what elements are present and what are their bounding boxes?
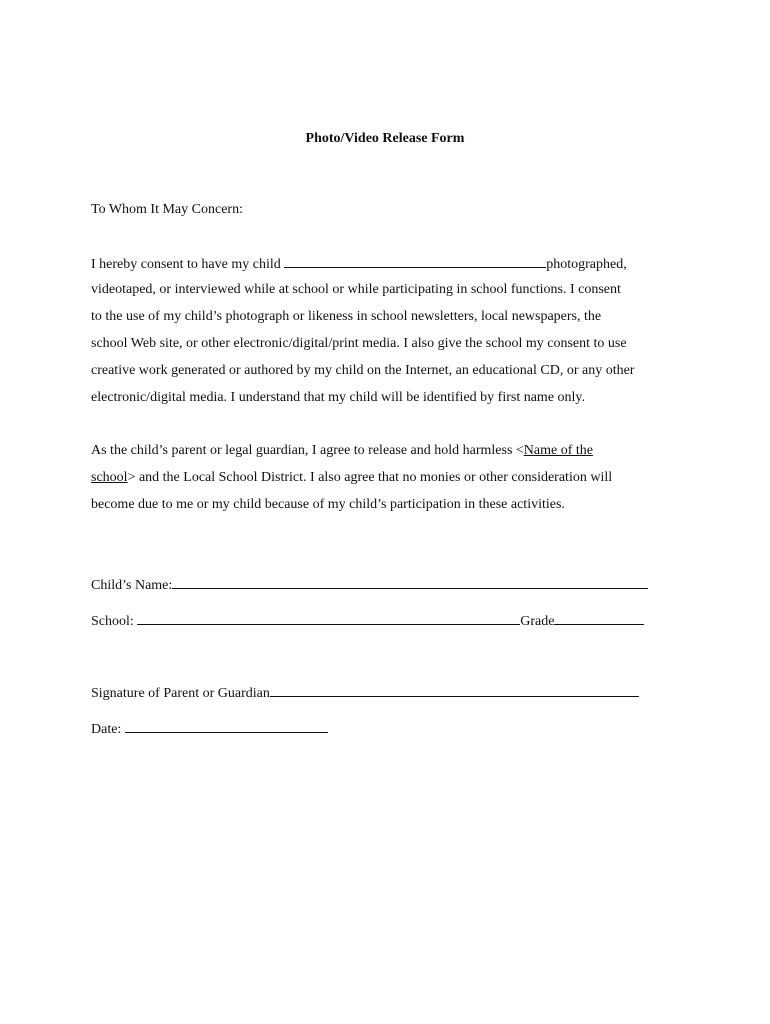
consent-line-1 [91,254,627,274]
form-title: Photo/Video Release Form [305,131,465,146]
child-name-label: Child’s Name: [91,578,173,593]
date-field[interactable] [125,719,328,733]
release-line-2 [91,469,612,487]
school-field[interactable] [137,611,520,625]
consent-line-3: to the use of my child’s photograph or likeness in school newsletters, local newspapers, the [91,309,602,324]
release-line-2-end: > and the Local School District. I also agree that no monies or other consideration will [127,470,613,485]
school-placeholder: school [91,470,128,485]
school-row [91,611,644,631]
release-line-3: become due to me or my child because of my child’s participation in these activities. [91,497,565,512]
grade-label: Grade [520,614,555,629]
school-name-placeholder: Name of the [523,443,593,458]
consent-line-6: electronic/digital media. I understand that my child will be identified by first name only. [91,390,586,405]
consent-line-5: creative work generated or authored by my child on the Internet, an educational CD, or any other [91,363,635,378]
consent-line-1-start: I hereby consent to have my child [91,257,285,272]
child-name-field[interactable] [172,575,648,589]
school-label: School: [91,614,138,629]
consent-line-2: videotaped, or interviewed while at school or while participating in school functions. I consent [91,282,621,297]
salutation: To Whom It May Concern: [91,202,243,217]
grade-field[interactable] [554,611,644,625]
consent-line-4: school Web site, or other electronic/digital/print media. I also give the school my consent to use [91,336,627,351]
release-line-1-start: As the child’s parent or legal guardian, I agree to release and hold harmless < [91,443,524,458]
release-line-1 [91,442,593,460]
child-name-row [91,575,648,595]
signature-label: Signature of Parent or Guardian [91,686,270,701]
date-row [91,719,328,739]
consent-line-1-end: photographed, [546,257,627,272]
date-label: Date: [91,722,125,737]
signature-row [91,683,639,703]
child-name-blank[interactable] [284,254,546,268]
signature-field[interactable] [270,683,639,697]
